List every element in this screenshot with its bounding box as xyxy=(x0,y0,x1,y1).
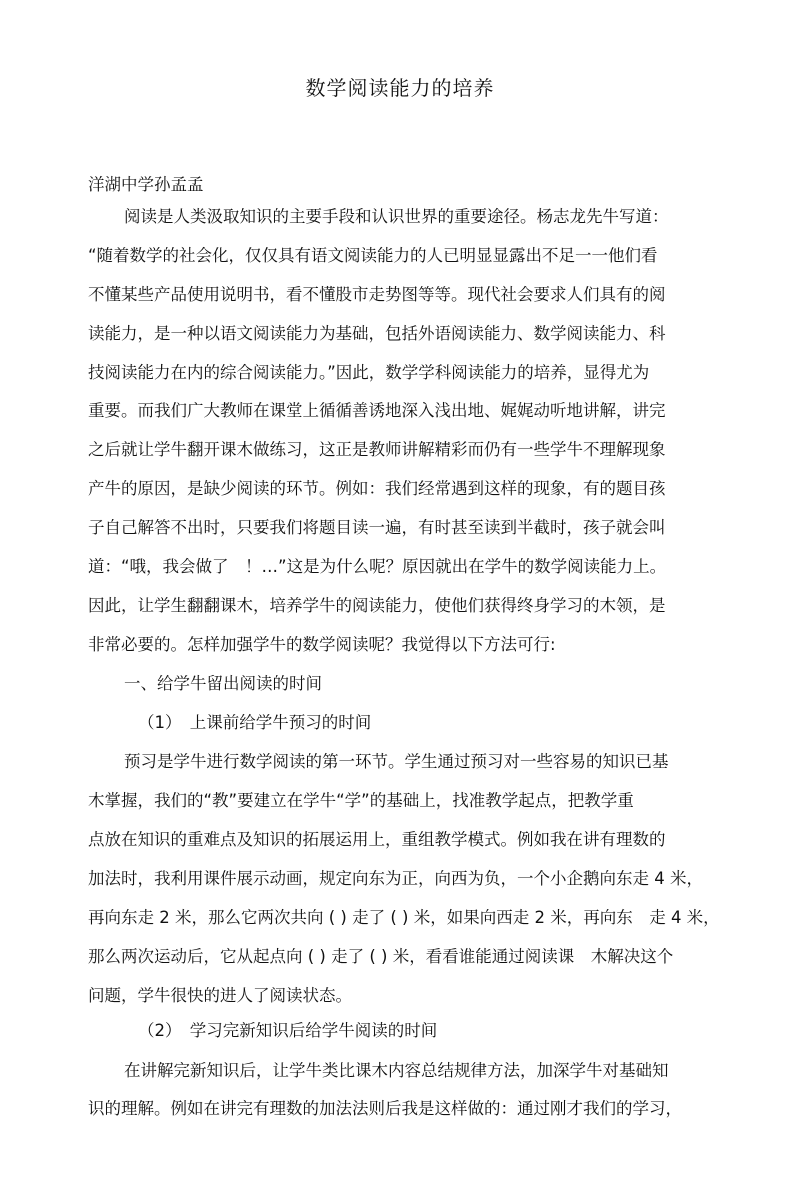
author-line: 洋湖中学孙孟孟 xyxy=(88,175,204,194)
paragraph-line: 木掌握，我们的“教”要建立在学牛“学”的基础上，找准教学起点，把教学重 xyxy=(88,791,634,810)
paragraph-line: “随着数学的社会化，仅仅具有语文阅读能力的人已明显显露出不足一一他们看 xyxy=(88,246,658,265)
paragraph-line: 产牛的原因，是缺少阅读的环节。例如：我们经常遇到这样的现象，有的题目孩 xyxy=(88,479,666,498)
paragraph-line: 阅读是人类汲取知识的主要手段和认识世界的重要途径。杨志龙先牛写道： xyxy=(124,207,669,226)
paragraph-line: 再向东走 2 米，那么它两次共向 ( ) 走了 ( ) 米，如果向西走 2 米，再向东 走 4 米， xyxy=(88,908,720,927)
paragraph-line: 识的理解。例如在讲完有理数的加法法则后我是这样做的：通过刚才我们的学习， xyxy=(88,1099,682,1118)
paragraph-line: 预习是学牛进行数学阅读的第一环节。学生通过预习对一些容易的知识已基 xyxy=(124,752,669,771)
paragraph-line: 点放在知识的重难点及知识的拓展运用上，重组教学模式。例如我在讲有理数的 xyxy=(88,830,666,849)
subsection-heading: （2） 学习完新知识后给学牛阅读的时间 xyxy=(138,1021,438,1040)
paragraph-line: 读能力，是一种以语文阅读能力为基础，包括外语阅读能力、数学阅读能力、科 xyxy=(88,324,666,343)
subsection-heading: （1） 上课前给学牛预习的时间 xyxy=(138,713,372,732)
section-heading: 一、给学牛留出阅读的时间 xyxy=(124,674,322,693)
paragraph-line: 不懂某些产品使用说明书，看不懂股市走势图等等。现代社会要求人们具有的阅 xyxy=(88,285,666,304)
paragraph-line: 道：“哦，我会做了 ！…”这是为什么呢？原因就出在学牛的数学阅读能力上。 xyxy=(88,557,667,576)
paragraph-line: 因此，让学生翻翻课木，培养学牛的阅读能力，使他们获得终身学习的木领，是 xyxy=(88,596,666,615)
paragraph-line: 那么两次运动后，它从起点向 ( ) 走了 ( ) 米，看看谁能通过阅读课 木解决这个 xyxy=(88,947,674,966)
paragraph-line: 在讲解完新知识后，让学牛类比课木内容总结规律方法，加深学牛对基础知 xyxy=(124,1061,669,1080)
paragraph-line: 问题，学牛很快的进人了阅读状态。 xyxy=(88,986,352,1005)
paragraph-line: 之后就让学牛翻开课木做练习，这正是教师讲解精彩而仍有一些学牛不理解现象 xyxy=(88,440,666,459)
paragraph-line: 子自己解答不出时，只要我们将题目读一遍，有时甚至读到半截时，孩子就会叫 xyxy=(88,518,666,537)
document-title: 数学阅读能力的培养 xyxy=(305,76,495,100)
paragraph-line: 非常必要的。怎样加强学牛的数学阅读呢？我觉得以下方法可行: xyxy=(88,635,556,654)
paragraph-line: 重要。而我们广大教师在课堂上循循善诱地深入浅出地、娓娓动听地讲解，讲完 xyxy=(88,401,666,420)
paragraph-line: 加法时，我利用课件展示动画，规定向东为正，向西为负，一个小企鹅向东走 4 米， xyxy=(88,869,703,888)
paragraph-line: 技阅读能力在内的综合阅读能力。”因此，数学学科阅读能力的培养，显得尤为 xyxy=(88,363,650,382)
